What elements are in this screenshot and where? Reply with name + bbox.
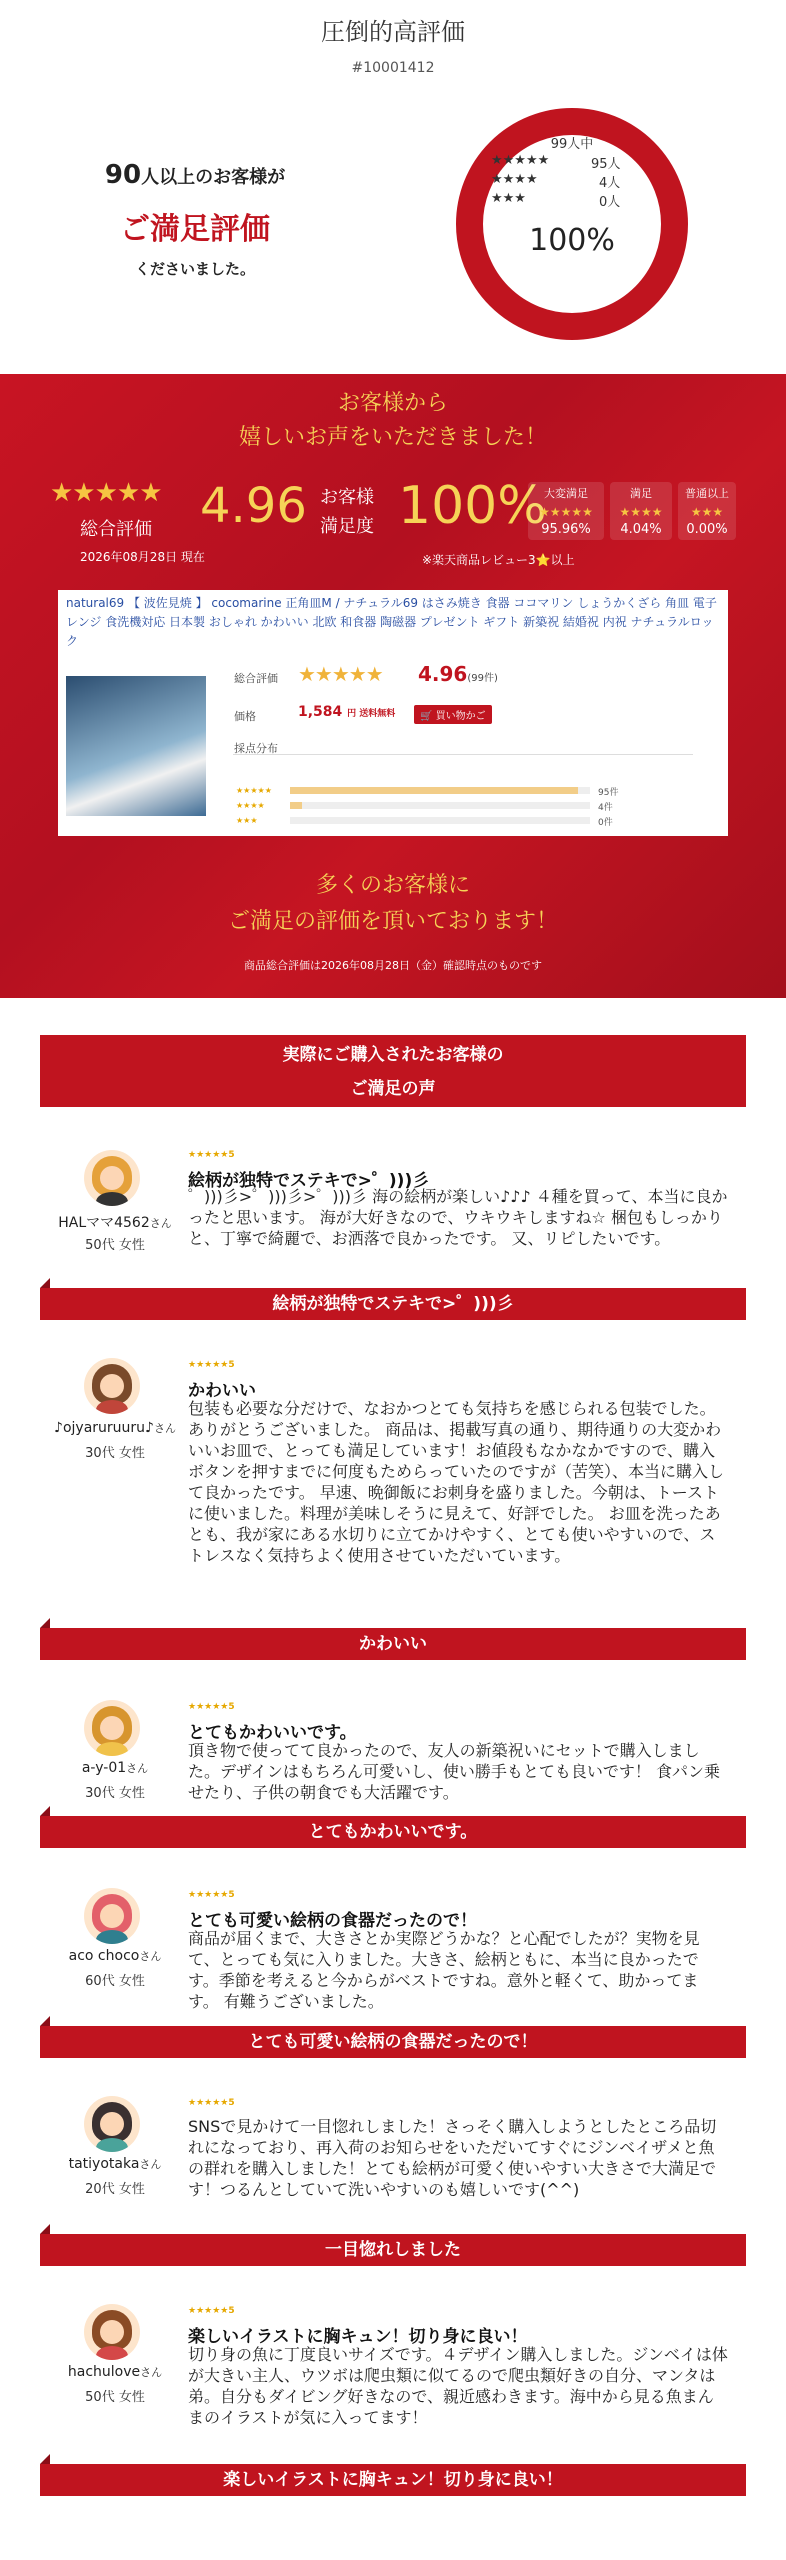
reviewer-name-text: tatiyotaka [68, 2156, 140, 2172]
dist-bar-fill [290, 787, 578, 794]
total-score: 4.96 [200, 478, 307, 534]
ring-stars-3: ★★★ [491, 191, 526, 206]
dist-count-3: 0件 [598, 818, 613, 828]
reviewer-suffix: さん [139, 1950, 162, 1963]
date-note: 2026年08月28日 現在 [80, 550, 205, 564]
badge-label: 大変満足 [544, 487, 588, 500]
review-stars-icon: ★★★★★5 [188, 1360, 235, 1370]
reviewer-age: 30代 女性 [85, 1446, 145, 1461]
avatar [84, 1888, 140, 1944]
badge-label: 普通以上 [685, 487, 729, 500]
red-footer-note: 商品総合評価は2026年08月28日（金）確認時点のものです [244, 959, 542, 972]
avatar [84, 2304, 140, 2360]
review-title: とてもかわいいです。 [188, 1723, 357, 1743]
voices-heading-2: ご満足の声 [350, 1079, 436, 1099]
ring-count-4: 4人 [599, 176, 621, 191]
review-stars-icon: ★★★★★5 [188, 1702, 235, 1712]
reviewer-name-text: aco choco [68, 1948, 140, 1964]
add-to-cart-button[interactable]: 🛒 買い物かご [414, 705, 492, 724]
review-banner: かわいい [40, 1628, 746, 1660]
review-title: 絵柄が独特でステキで>゜)))彡 [188, 1171, 430, 1191]
summary-line1-text: 人以上のお客様が [141, 167, 286, 188]
reviewer-name [30, 1760, 200, 1776]
review-title: かわいい [188, 1381, 256, 1401]
review-banner: 楽しいイラストに胸キュン！切り身に良い！ [40, 2464, 746, 2496]
dist-stars-4: ★★★★ [236, 801, 265, 810]
dist-bar-3 [290, 817, 590, 824]
total-stars-icon: ★★★★★ [50, 478, 162, 508]
review-body: 包装も必要な分だけで、なおかつとても気持ちを感じられる包装でした。 ありがとうございました。 商品は、掲載写真の通り、期待通りの大変かわいいお皿で、とっても満足しています！お値段もなかなかですので、購入ボタンを押すまでに何度もためらっていたのですが（苦笑）、本当に購入して良かったです。 早速、晩御飯にお刺身を盛りました。今朝は、トーストに使いました。料理が美味しそうに見えて、好評でした。 お皿を洗ったあとも、我が家にある水切りに立てかけやすく、とても使いやすいので、ストレスなく気持ちよく使用させていただいています。 [188, 1399, 725, 1565]
card-review-count[interactable]: (99件) [467, 673, 498, 684]
review-banner: 一目惚れしました [40, 2234, 746, 2266]
red-heading-2: 嬉しいお声をいただきました！ [238, 425, 547, 450]
card-price-value: 1,584 [298, 704, 343, 720]
review-stars-icon: ★★★★★5 [188, 2098, 235, 2108]
ring-count-3: 0人 [599, 195, 621, 210]
review-stars-icon: ★★★★★5 [188, 1150, 235, 1160]
ring-stars-4: ★★★★ [491, 172, 538, 187]
product-image[interactable] [66, 676, 206, 816]
voices-heading-1: 実際にご購入されたお客様の [282, 1045, 504, 1065]
review-banner: 絵柄が独特でステキで>゜)))彡 [40, 1288, 746, 1320]
badge-very-satisfied [528, 482, 604, 540]
reviewer-name-text: a-y-01 [81, 1760, 127, 1776]
badge-label: 満足 [630, 487, 652, 500]
red-heading-1: お客様から [337, 391, 448, 416]
review-banner: とても可愛い絵柄の食器だったので！ [40, 2026, 746, 2058]
avatar [84, 1700, 140, 1756]
avatar [84, 1358, 140, 1414]
dist-bar-5 [290, 787, 590, 794]
badge-pct: 95.96% [541, 522, 591, 537]
card-price-unit: 円 送料無料 [347, 709, 396, 719]
dist-bar-fill [290, 802, 302, 809]
summary-line3: くださいました。 [134, 260, 255, 278]
review-stars-icon: ★★★★★5 [188, 1890, 235, 1900]
badge-satisfied [610, 482, 672, 540]
reviewer-name-text: HALママ4562 [58, 1215, 150, 1231]
ring-total: 99人中 [550, 137, 594, 152]
avatar [84, 2096, 140, 2152]
red-footer-2: ご満足の評価を頂いております！ [227, 909, 558, 934]
review-stars-icon: ★★★★★5 [188, 2306, 235, 2316]
card-rating-label: 総合評価 [234, 672, 278, 685]
summary-count: 90 [104, 160, 142, 190]
ring-count-5: 95人 [591, 157, 621, 172]
reviewer-suffix: さん [153, 1422, 176, 1435]
ring-stars-5: ★★★★★ [491, 153, 550, 168]
voices-heading [40, 1035, 746, 1107]
badge-stars: ★★★ [690, 505, 724, 519]
reviewer-name [30, 1948, 200, 1964]
review-body: SNSで見かけて一目惚れしました！さっそく購入しようとしたところ品切れになっており、再入荷のお知らせをいただいてすぐにジンベイザメと魚の群れを購入しました！とても絵柄が可愛く使いやすい大きさで大満足です！つるんとしていて洗いやすいのも嬉しいです(^^) [188, 2117, 717, 2199]
avatar [84, 1150, 140, 1206]
badge-stars: ★★★★★ [539, 505, 593, 519]
badge-stars: ★★★★ [619, 505, 663, 519]
reviewer-name [30, 1212, 200, 1232]
reviewer-suffix: さん [149, 1217, 172, 1230]
review-title: 楽しいイラストに胸キュン！切り身に良い！ [188, 2327, 528, 2347]
rakuten-note: ※楽天商品レビュー3⭐以上 [422, 553, 575, 567]
dist-bar-4 [290, 802, 590, 809]
dist-count-5: 95件 [598, 788, 619, 798]
card-price [298, 704, 395, 720]
satisfaction-label-1: お客様 [320, 487, 374, 508]
reviewer-suffix: さん [126, 1762, 149, 1775]
ring-percent: 100% [529, 223, 615, 258]
review-body: 商品が届くまで、大きさとか実際どうかな？と心配でしたが？実物を見て、とっても気に入りました。大きさ、絵柄ともに、本当に良かったです。季節を考えると今からがベストですね。意外と軽くて、助かってます。 有難うございました。 [188, 1929, 700, 2011]
reviewer-age: 30代 女性 [85, 1786, 145, 1801]
satisfaction-label-2: 満足度 [320, 516, 374, 537]
dist-stars-5: ★★★★★ [236, 786, 272, 795]
reviewer-age: 20代 女性 [85, 2182, 145, 2197]
reviewer-name [30, 1420, 200, 1436]
reviewer-age: 60代 女性 [85, 1974, 145, 1989]
reviewer-age: 50代 女性 [85, 2390, 145, 2405]
review-title: とても可愛い絵柄の食器だったので！ [188, 1911, 477, 1931]
dist-stars-3: ★★★ [236, 816, 258, 825]
dist-count-4: 4件 [598, 803, 613, 813]
card-score [418, 662, 498, 686]
reviewer-name-text: ♪ojyaruruuru♪ [54, 1420, 154, 1436]
product-title-link[interactable]: natural69 【 波佐見焼 】 cocomarine 正角皿M / ナチュラル69 はさみ焼き 食器 ココマリン しょうかくざら 角皿 電子レンジ 食洗機対応 日本製 おしゃれ かわいい 北欧 和食器 陶磁器 プレゼント ギフト 新築祝 結婚祝 内祝 ナチュラルロック [66, 596, 717, 648]
reviewer-suffix: さん [140, 2366, 163, 2379]
red-footer-1: 多くのお客様に [315, 873, 470, 898]
reviewer-suffix: さん [139, 2158, 162, 2171]
reviewer-name-text: hachulove [67, 2364, 141, 2380]
dist-divider [233, 754, 693, 755]
reviewer-name [30, 2156, 200, 2172]
total-label: 総合評価 [80, 519, 152, 540]
card-stars-icon: ★★★★★ [298, 662, 383, 686]
card-score-value: 4.96 [418, 662, 468, 686]
summary-line1 [60, 160, 330, 190]
badge-pct: 0.00% [686, 522, 728, 537]
reviewer-age: 50代 女性 [85, 1238, 145, 1253]
review-body: ゜)))彡>゜)))彡>゜)))彡 海の絵柄が楽しい♪♪♪ ４種を買って、本当に良かったと思います。 海が大好きなので、ウキウキしますね☆ 梱包もしっかりと、丁寧で綺麗で、お洒落で良かったです。 又、リピしたいです。 [188, 1187, 728, 1248]
page-title: 圧倒的高評価 [321, 18, 465, 46]
badge-normal [678, 482, 736, 540]
reviewer-name [30, 2364, 200, 2380]
summary-line2: ご満足評価 [120, 212, 270, 247]
product-id: #10001412 [351, 60, 435, 76]
card-dist-label: 採点分布 [234, 742, 278, 755]
satisfaction-ring [456, 108, 688, 340]
review-body: 頂き物で使ってて良かったので、友人の新築祝いにセットで購入しました。デザインはもちろん可愛いし、使い勝手もとても良いです！ 食パン乗せたり、子供の朝食でも大活躍です。 [188, 1741, 720, 1802]
satisfaction-percent: 100% [398, 476, 547, 536]
product-card[interactable] [58, 590, 728, 836]
review-body: 切り身の魚に丁度良いサイズです。４デザイン購入しました。ジンベイは体が大きい主人、ウツボは爬虫類に似てるので爬虫類好きの自分、マンタは弟。自分もダイビング好きなので、親近感わきます。海中から見る魚まんまのイラストが気に入ってます！ [188, 2345, 728, 2427]
card-price-label: 価格 [234, 710, 256, 723]
summary-text [60, 160, 330, 279]
review-banner: とてもかわいいです。 [40, 1816, 746, 1848]
badge-pct: 4.04% [620, 522, 662, 537]
